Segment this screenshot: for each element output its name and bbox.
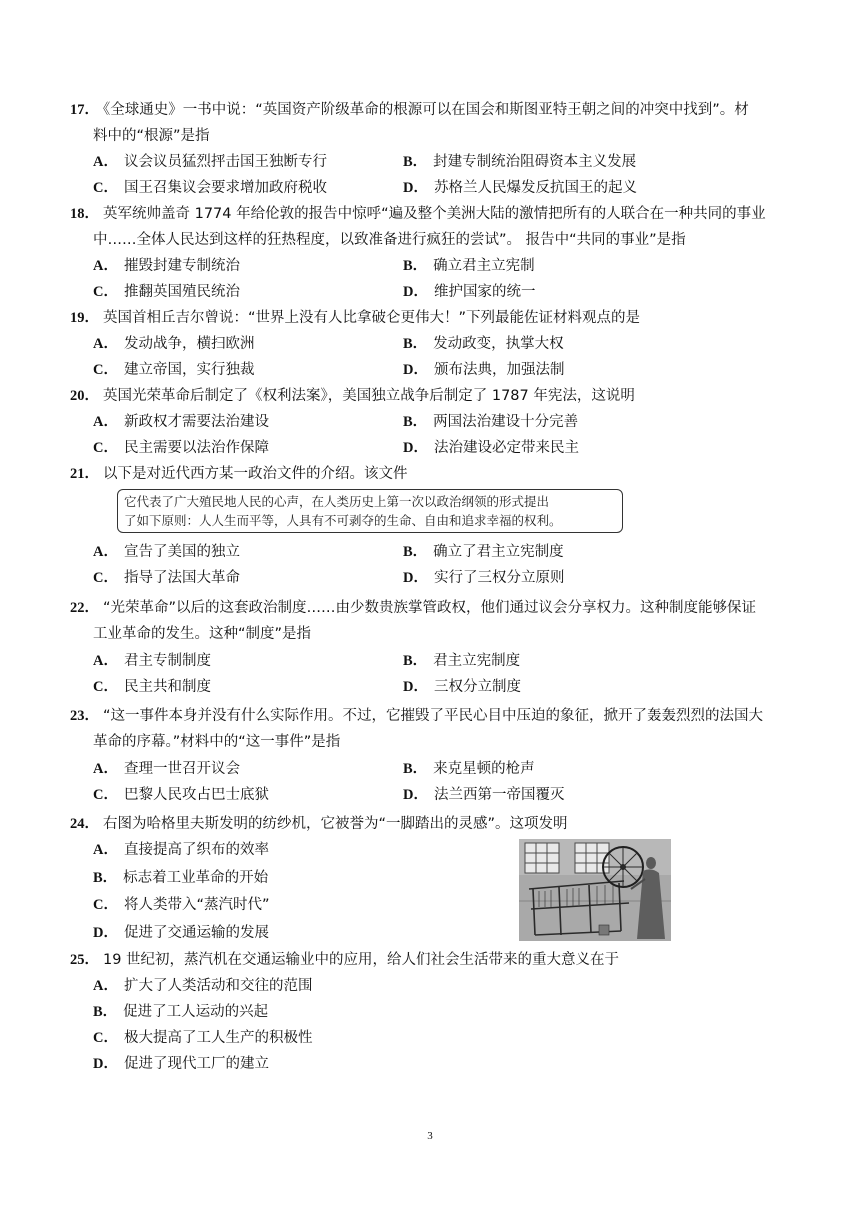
question-number: 18．	[70, 206, 99, 222]
question-stem	[70, 811, 795, 837]
page-number: 3	[427, 1130, 433, 1142]
option-a: A． 宣告了美国的独立	[93, 544, 240, 560]
option-b: B． 促进了工人运动的兴起	[93, 1004, 269, 1020]
question-stem	[70, 461, 795, 487]
question-stem	[70, 201, 795, 253]
option-c: C． 巴黎人民攻占巴士底狱	[93, 787, 269, 803]
question-25	[70, 947, 795, 1077]
option-b: B． 确立了君主立宪制度	[403, 544, 564, 560]
question-22	[70, 595, 795, 700]
option-c: C． 将人类带入“蒸汽时代”	[93, 897, 270, 913]
option-a: A． 扩大了人类活动和交往的范围	[93, 978, 313, 994]
stem-continuation: 料中的“根源”是指	[93, 128, 210, 144]
option-c: C． 民主需要以法治作保障	[93, 440, 269, 456]
option-d: D． 三权分立制度	[403, 679, 521, 695]
question-stem	[70, 595, 795, 647]
option-c: C． 极大提高了工人生产的积极性	[93, 1030, 313, 1046]
option-b: B． 标志着工业革命的开始	[93, 869, 269, 886]
option-d: D． 颁布法典，加强法制	[403, 362, 565, 378]
option-d: D． 促进了现代工厂的建立	[93, 1056, 269, 1072]
question-stem	[70, 305, 795, 331]
stem-text: 英军统帅盖奇 1774 年给伦敦的报告中惊呼“遍及整个美洲大陆的激情把所有的人联合在一种共同的事业	[103, 206, 766, 222]
option-b: B． 确立君主立宪制	[403, 258, 535, 274]
option-b: B． 两国法治建设十分完善	[403, 414, 579, 430]
question-number: 24．	[70, 816, 99, 832]
option-c: C． 民主共和制度	[93, 679, 211, 695]
stem-text: 英国光荣革命后制定了《权利法案》，美国独立战争后制定了 1787 年宪法，这说明	[103, 388, 635, 404]
question-21-options	[70, 539, 795, 591]
option-d: D． 维护国家的统一	[403, 284, 536, 300]
option-a: A． 议会议员猛烈抨击国王独断专行	[93, 154, 327, 170]
option-c: C． 建立帝国，实行独裁	[93, 362, 255, 378]
stem-continuation: 工业革命的发生。这种“制度”是指	[93, 626, 312, 642]
option-d: D． 苏格兰人民爆发反抗国王的起义	[403, 180, 637, 196]
option-c: C． 指导了法国大革命	[93, 570, 240, 586]
question-number: 20．	[70, 388, 99, 404]
question-number: 19．	[70, 310, 99, 326]
material-line: 了如下原则：人人生而平等，人具有不可剥夺的生命、自由和追求幸福的权利。	[124, 513, 562, 528]
question-number: 21．	[70, 466, 99, 482]
question-stem	[70, 383, 795, 409]
stem-text: “这一事件本身并没有什么实际作用。不过，它摧毁了平民心目中压迫的象征，掀开了轰轰烈烈的法国大	[103, 708, 764, 724]
stem-text: 《全球通史》一书中说：“英国资产阶级革命的根源可以在国会和斯图亚特王朝之间的冲突中找到”。材	[103, 102, 749, 118]
option-b: B． 君主立宪制度	[403, 653, 521, 669]
stem-continuation: 革命的序幕。”材料中的“这一事件”是指	[93, 734, 341, 750]
option-a: A． 摧毁封建专制统治	[93, 258, 240, 274]
question-23	[70, 703, 795, 808]
question-20	[70, 383, 795, 461]
option-d: D． 实行了三权分立原则	[403, 570, 565, 586]
question-number: 22．	[70, 600, 99, 616]
stem-text: 英国首相丘吉尔曾说：“世界上没有人比拿破仑更伟大！”下列最能佐证材料观点的是	[103, 310, 641, 326]
question-stem	[70, 97, 795, 149]
question-stem	[70, 947, 795, 973]
option-a: A． 查理一世召开议会	[93, 761, 240, 777]
material-line: 它代表了广大殖民地人民的心声，在人类历史上第一次以政治纲领的形式提出	[124, 494, 550, 509]
option-a: A． 君主专制制度	[93, 653, 211, 669]
option-c: C． 推翻英国殖民统治	[93, 284, 240, 300]
option-c: C． 国王召集议会要求增加政府税收	[93, 180, 327, 196]
question-19	[70, 305, 795, 383]
stem-text: 以下是对近代西方某一政治文件的介绍。该文件	[103, 466, 408, 482]
question-number: 23．	[70, 708, 99, 724]
option-b: B． 发动政变，执掌大权	[403, 336, 564, 352]
question-24	[70, 811, 795, 947]
option-d: D． 法治建设必定带来民主	[403, 440, 579, 456]
option-a: A． 直接提高了织布的效率	[93, 842, 269, 858]
question-18	[70, 201, 795, 305]
question-17	[70, 97, 795, 201]
option-d: D． 促进了交通运输的发展	[93, 924, 269, 941]
stem-text: “光荣革命”以后的这套政治制度……由少数贵族掌管政权，他们通过议会分享权力。这种制度能够保证	[103, 600, 757, 616]
option-a: A． 新政权才需要法治建设	[93, 414, 269, 430]
quoted-material-box	[117, 489, 623, 533]
question-stem	[70, 703, 795, 755]
stem-continuation: 中……全体人民达到这样的狂热程度，以致准备进行疯狂的尝试”。 报告中“共同的事业”是指	[93, 232, 686, 248]
spinning-jenny-illustration	[519, 839, 671, 941]
stem-text: 19 世纪初，蒸汽机在交通运输业中的应用，给人们社会生活带来的重大意义在于	[103, 952, 620, 968]
question-number: 17．	[70, 102, 99, 118]
option-b: B． 封建专制统治阻碍资本主义发展	[403, 154, 637, 170]
option-a: A． 发动战争，横扫欧洲	[93, 336, 255, 352]
question-number: 25．	[70, 952, 99, 968]
question-21	[70, 461, 795, 487]
stem-text: 右图为哈格里夫斯发明的纺纱机，它被誉为“一脚踏出的灵感”。这项发明	[103, 816, 568, 832]
option-d: D． 法兰西第一帝国覆灭	[403, 787, 565, 803]
option-b: B． 来克星顿的枪声	[403, 761, 535, 777]
